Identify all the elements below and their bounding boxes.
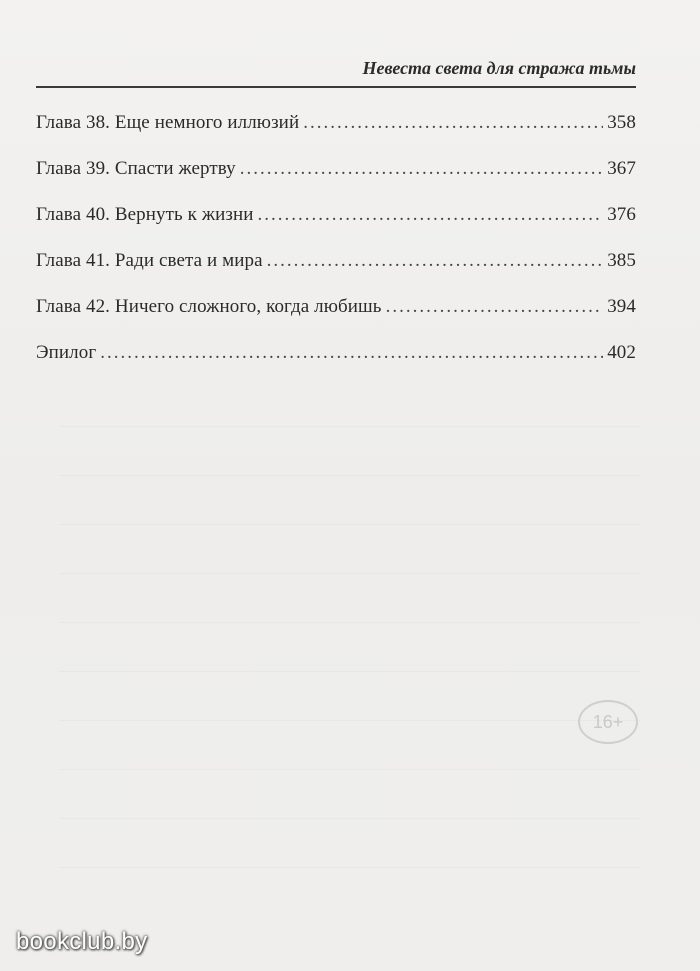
toc-entry-page: 385	[607, 250, 636, 271]
toc-entry-title: Глава 41. Ради света и мира	[36, 250, 263, 271]
toc-entry[interactable]	[36, 158, 636, 204]
toc-entry[interactable]	[36, 112, 636, 158]
toc-entry-page: 376	[607, 204, 636, 225]
toc-entry-title: Глава 42. Ничего сложного, когда любишь	[36, 296, 382, 317]
site-watermark: bookclub.by	[16, 928, 148, 955]
toc-entry[interactable]	[36, 342, 636, 388]
toc-entry-page: 394	[607, 296, 636, 317]
toc-entry-title: Глава 38. Еще немного иллюзий	[36, 112, 300, 133]
toc-leader-dots	[386, 296, 604, 318]
toc-entry[interactable]	[36, 250, 636, 296]
toc-leader-dots	[267, 250, 604, 272]
toc-entry[interactable]	[36, 296, 636, 342]
toc-leader-dots	[257, 204, 603, 226]
toc-entry-title: Глава 39. Спасти жертву	[36, 158, 236, 179]
toc-entry-page: 367	[607, 158, 636, 179]
toc-entry-title: Глава 40. Вернуть к жизни	[36, 204, 254, 225]
age-rating-mark: 16+	[578, 700, 638, 744]
toc-entry-page: 402	[607, 342, 636, 363]
running-header: Невеста света для стража тьмы	[362, 58, 636, 78]
show-through-text	[60, 400, 640, 891]
toc-leader-dots	[303, 112, 603, 134]
toc-leader-dots	[240, 158, 603, 180]
header-rule	[36, 86, 636, 88]
toc-entry-page: 358	[607, 112, 636, 133]
table-of-contents	[36, 112, 636, 388]
toc-leader-dots	[100, 342, 603, 364]
toc-entry-title: Эпилог	[36, 342, 97, 363]
toc-entry[interactable]	[36, 204, 636, 250]
